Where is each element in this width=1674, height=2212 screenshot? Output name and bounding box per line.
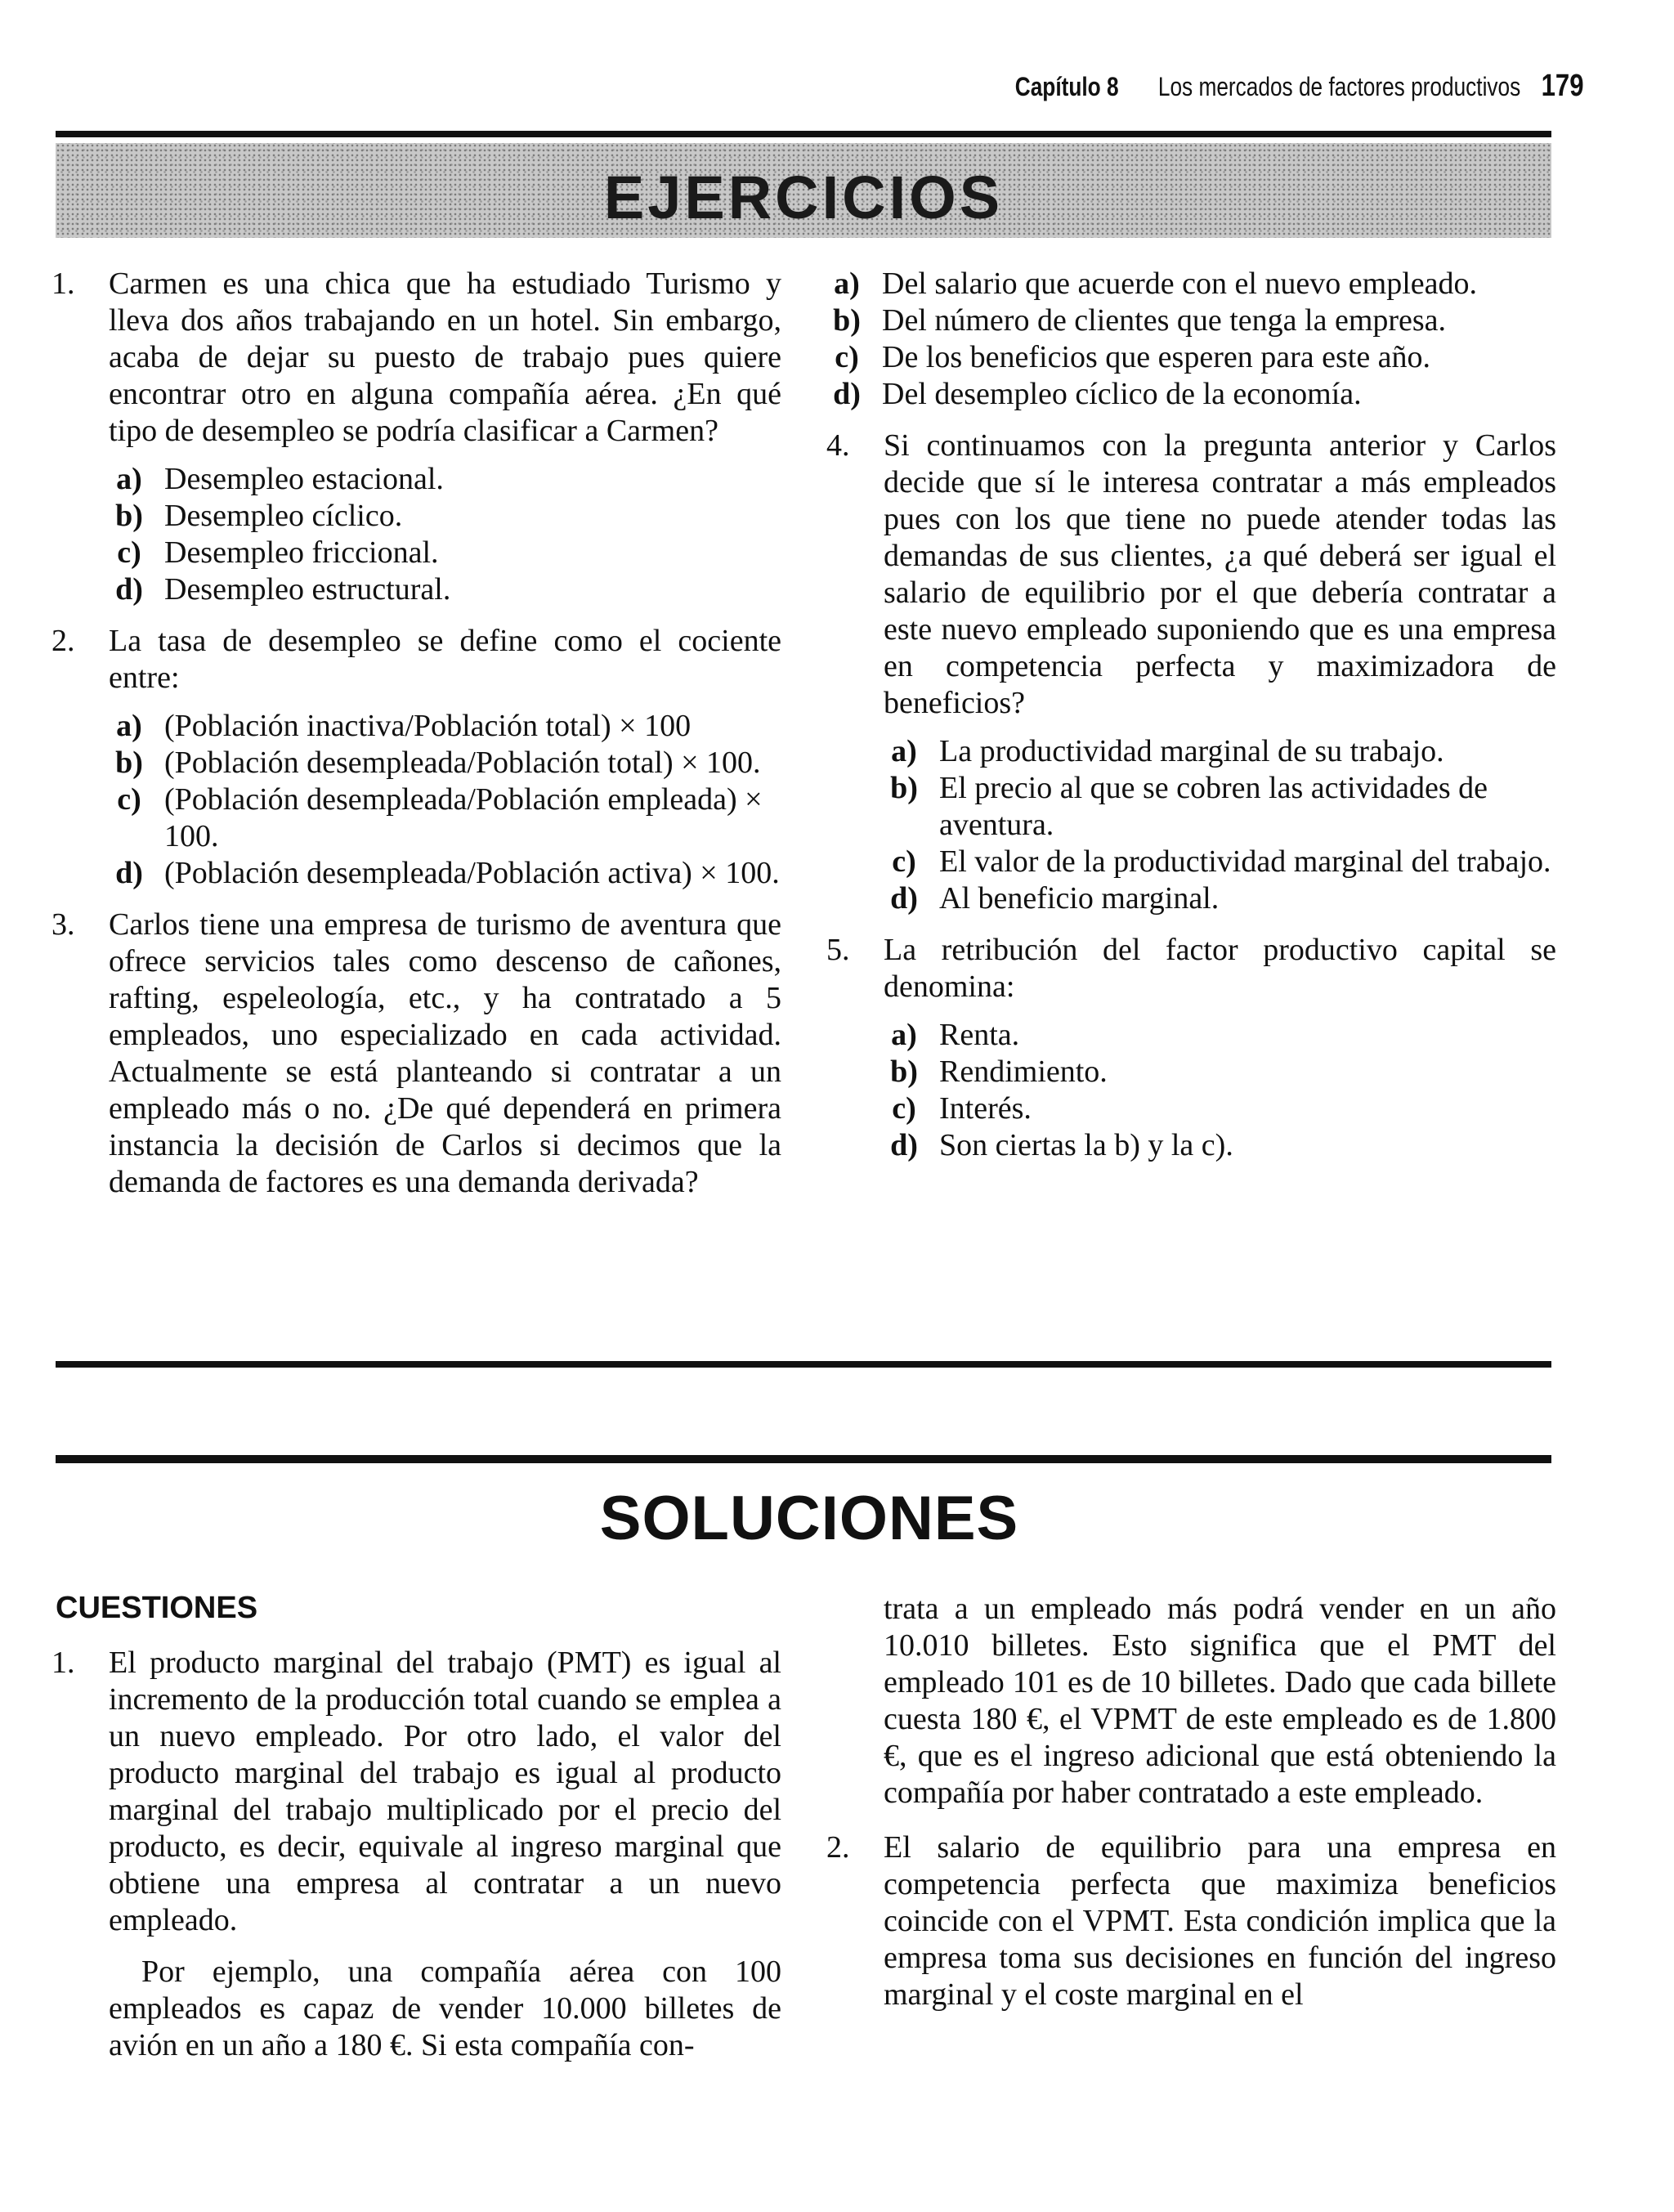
- option: [826, 302, 1556, 339]
- question-number: 5.: [826, 933, 850, 967]
- exercises-banner: [56, 143, 1551, 238]
- option: [884, 1127, 1556, 1164]
- question-number: 2.: [51, 624, 75, 658]
- option-letter: a): [834, 266, 860, 301]
- option-text: Al beneficio marginal.: [939, 881, 1220, 916]
- options-list: [109, 708, 781, 892]
- option: [109, 781, 781, 855]
- exercises-right-column: [826, 266, 1556, 1179]
- option: [109, 535, 781, 571]
- option-letter: a): [891, 1018, 917, 1052]
- option: [884, 770, 1556, 844]
- option-text: Renta.: [939, 1018, 1020, 1052]
- option-letter: b): [833, 303, 861, 338]
- option-letter: a): [116, 462, 142, 496]
- option-letter: b): [115, 746, 143, 780]
- solution-number: 1.: [51, 1646, 75, 1680]
- page-number: 179: [1542, 69, 1584, 103]
- question-3: [51, 907, 781, 1201]
- option: [109, 855, 781, 892]
- question-text: Carlos tiene una empresa de turismo de aventura que ofrece servicios tales como descenso de cañones, rafting, espeleología, etc., y ha contratado a 5 empleados, uno especializado en cada actividad. Actualmente se está planteando si contratar a un empleado más o no. ¿De qué dependerá en primera instancia la decisión de Carlos si decimos que la demanda de factores es una demanda derivada?: [109, 907, 781, 1199]
- option-text: El valor de la productividad marginal del trabajo.: [939, 844, 1551, 879]
- option-text: Desempleo friccional.: [164, 535, 439, 570]
- option-letter: d): [115, 572, 143, 607]
- solution-paragraph: El producto marginal del trabajo (PMT) es igual al incremento de la producción total cuando se emplea a un nuevo empleado. Por otro lado, el valor del producto marginal del trabajo es igual al producto marginal del trabajo multiplicado por el precio del producto, es decir, equivale al ingreso marginal que obtiene una empresa al contratar a un nuevo empleado.: [109, 1646, 781, 1937]
- option-text: Del salario que acuerde con el nuevo empleado.: [882, 266, 1478, 301]
- option: [109, 498, 781, 535]
- solutions-top-rule: [56, 1455, 1551, 1463]
- question-text: Si continuamos con la pregunta anterior y Carlos decide que sí le interesa contratar a más empleados pues con los que tiene no puede atender todas las demandas de sus clientes, ¿a qué deberá ser igual el salario de equilibrio por el que debería contratar a este nuevo empleado suponiendo que es una empresa en competencia perfecta y maximizadora de beneficios?: [884, 428, 1556, 720]
- question-number: 4.: [826, 428, 850, 463]
- option-text: Del número de clientes que tenga la empresa.: [882, 303, 1447, 338]
- option-text: Rendimiento.: [939, 1055, 1108, 1089]
- options-list: [109, 461, 781, 608]
- question-1: [51, 266, 781, 608]
- question-number: 3.: [51, 907, 75, 942]
- question-4: [826, 428, 1556, 917]
- option: [826, 376, 1556, 413]
- option-letter: d): [890, 881, 918, 916]
- option-letter: b): [890, 1055, 918, 1089]
- question-3-options: [826, 266, 1556, 413]
- option-text: Del desempleo cíclico de la economía.: [882, 377, 1362, 411]
- option: [884, 1090, 1556, 1127]
- options-list: [884, 733, 1556, 917]
- solution-paragraph: Por ejemplo, una compañía aérea con 100 empleados es capaz de vender 10.000 billetes de avión en un año a 180 €. Si esta compañía con-: [109, 1955, 781, 2062]
- solution-2: [826, 1829, 1556, 2013]
- option-letter: d): [115, 856, 143, 890]
- option: [109, 461, 781, 498]
- option-text: La productividad marginal de su trabajo.: [939, 734, 1444, 768]
- option-text: Desempleo cíclico.: [164, 499, 403, 533]
- question-text: Carmen es una chica que ha estudiado Turismo y lleva dos años trabajando en un hotel. Sin embargo, acaba de dejar su puesto de trabajo pues quiere encontrar otro en alguna compañía aérea. ¿En qué tipo de desempleo se podría clasificar a Carmen?: [109, 266, 781, 448]
- option-letter: a): [116, 709, 142, 743]
- option-letter: d): [890, 1128, 918, 1162]
- option: [109, 571, 781, 608]
- running-head: [1015, 69, 1584, 104]
- exercises-title: EJERCICIOS: [603, 163, 1004, 231]
- solutions-subheading: CUESTIONES: [56, 1591, 258, 1625]
- option-letter: c): [117, 782, 141, 817]
- solutions-title: SOLUCIONES: [599, 1484, 1019, 1553]
- option: [109, 708, 781, 745]
- option: [826, 339, 1556, 376]
- option: [884, 1054, 1556, 1090]
- option-letter: b): [890, 771, 918, 805]
- question-number: 1.: [51, 266, 75, 301]
- option-letter: b): [115, 499, 143, 533]
- question-5: [826, 932, 1556, 1164]
- options-list: [884, 1017, 1556, 1164]
- option-letter: c): [892, 1091, 916, 1126]
- solution-paragraph: El salario de equilibrio para una empresa en competencia perfecta que maximiza beneficios coincide con el VPMT. Esta condición implica que la empresa toma sus decisiones en función del ingreso marginal y el coste marginal en el: [884, 1830, 1556, 2012]
- option-text: El precio al que se cobren las actividades de aventura.: [939, 771, 1488, 842]
- option-text: De los beneficios que esperen para este año.: [882, 340, 1431, 374]
- option-text: (Población desempleada/Población total) × 100.: [164, 746, 761, 780]
- option: [884, 880, 1556, 917]
- solution-number: 2.: [826, 1830, 850, 1865]
- option-text: Son ciertas la b) y la c).: [939, 1128, 1233, 1162]
- option: [109, 745, 781, 781]
- option-letter: a): [891, 734, 917, 768]
- option: [884, 733, 1556, 770]
- solution-1-continued: trata a un empleado más podrá vender en un año 10.010 billetes. Esto significa que el PMT del empleado 101 es de 10 billetes. Dado que cada billete cuesta 180 €, el VPMT de este empleado es de 1.800 €, que es el ingreso adicional que está obteniendo la compañía por haber contratado a este empleado.: [884, 1592, 1556, 1810]
- option-text: (Población desempleada/Población empleada) × 100.: [164, 782, 763, 853]
- chapter-title: Los mercados de factores productivos: [1158, 72, 1521, 101]
- top-rule: [56, 131, 1551, 137]
- option-text: Interés.: [939, 1091, 1032, 1126]
- option: [884, 844, 1556, 880]
- question-2: [51, 623, 781, 892]
- option-text: Desempleo estructural.: [164, 572, 451, 607]
- solutions-left-column: [51, 1645, 781, 2079]
- option: [884, 1017, 1556, 1054]
- option-letter: d): [833, 377, 861, 411]
- question-text: La retribución del factor productivo capital se denomina:: [884, 933, 1556, 1004]
- option-letter: c): [892, 844, 916, 879]
- option-letter: c): [117, 535, 141, 570]
- solution-1: [51, 1645, 781, 2064]
- option-text: Desempleo estacional.: [164, 462, 444, 496]
- option-text: (Población inactiva/Población total) × 100: [164, 709, 692, 743]
- option-text: (Población desempleada/Población activa) × 100.: [164, 856, 780, 890]
- question-text: La tasa de desempleo se define como el cociente entre:: [109, 624, 781, 695]
- exercises-left-column: [51, 266, 781, 1216]
- exercises-bottom-rule: [56, 1361, 1551, 1368]
- solutions-right-column: [826, 1591, 1556, 2028]
- chapter-label: Capítulo 8: [1015, 72, 1119, 101]
- option: [826, 266, 1556, 302]
- option-letter: c): [835, 340, 859, 374]
